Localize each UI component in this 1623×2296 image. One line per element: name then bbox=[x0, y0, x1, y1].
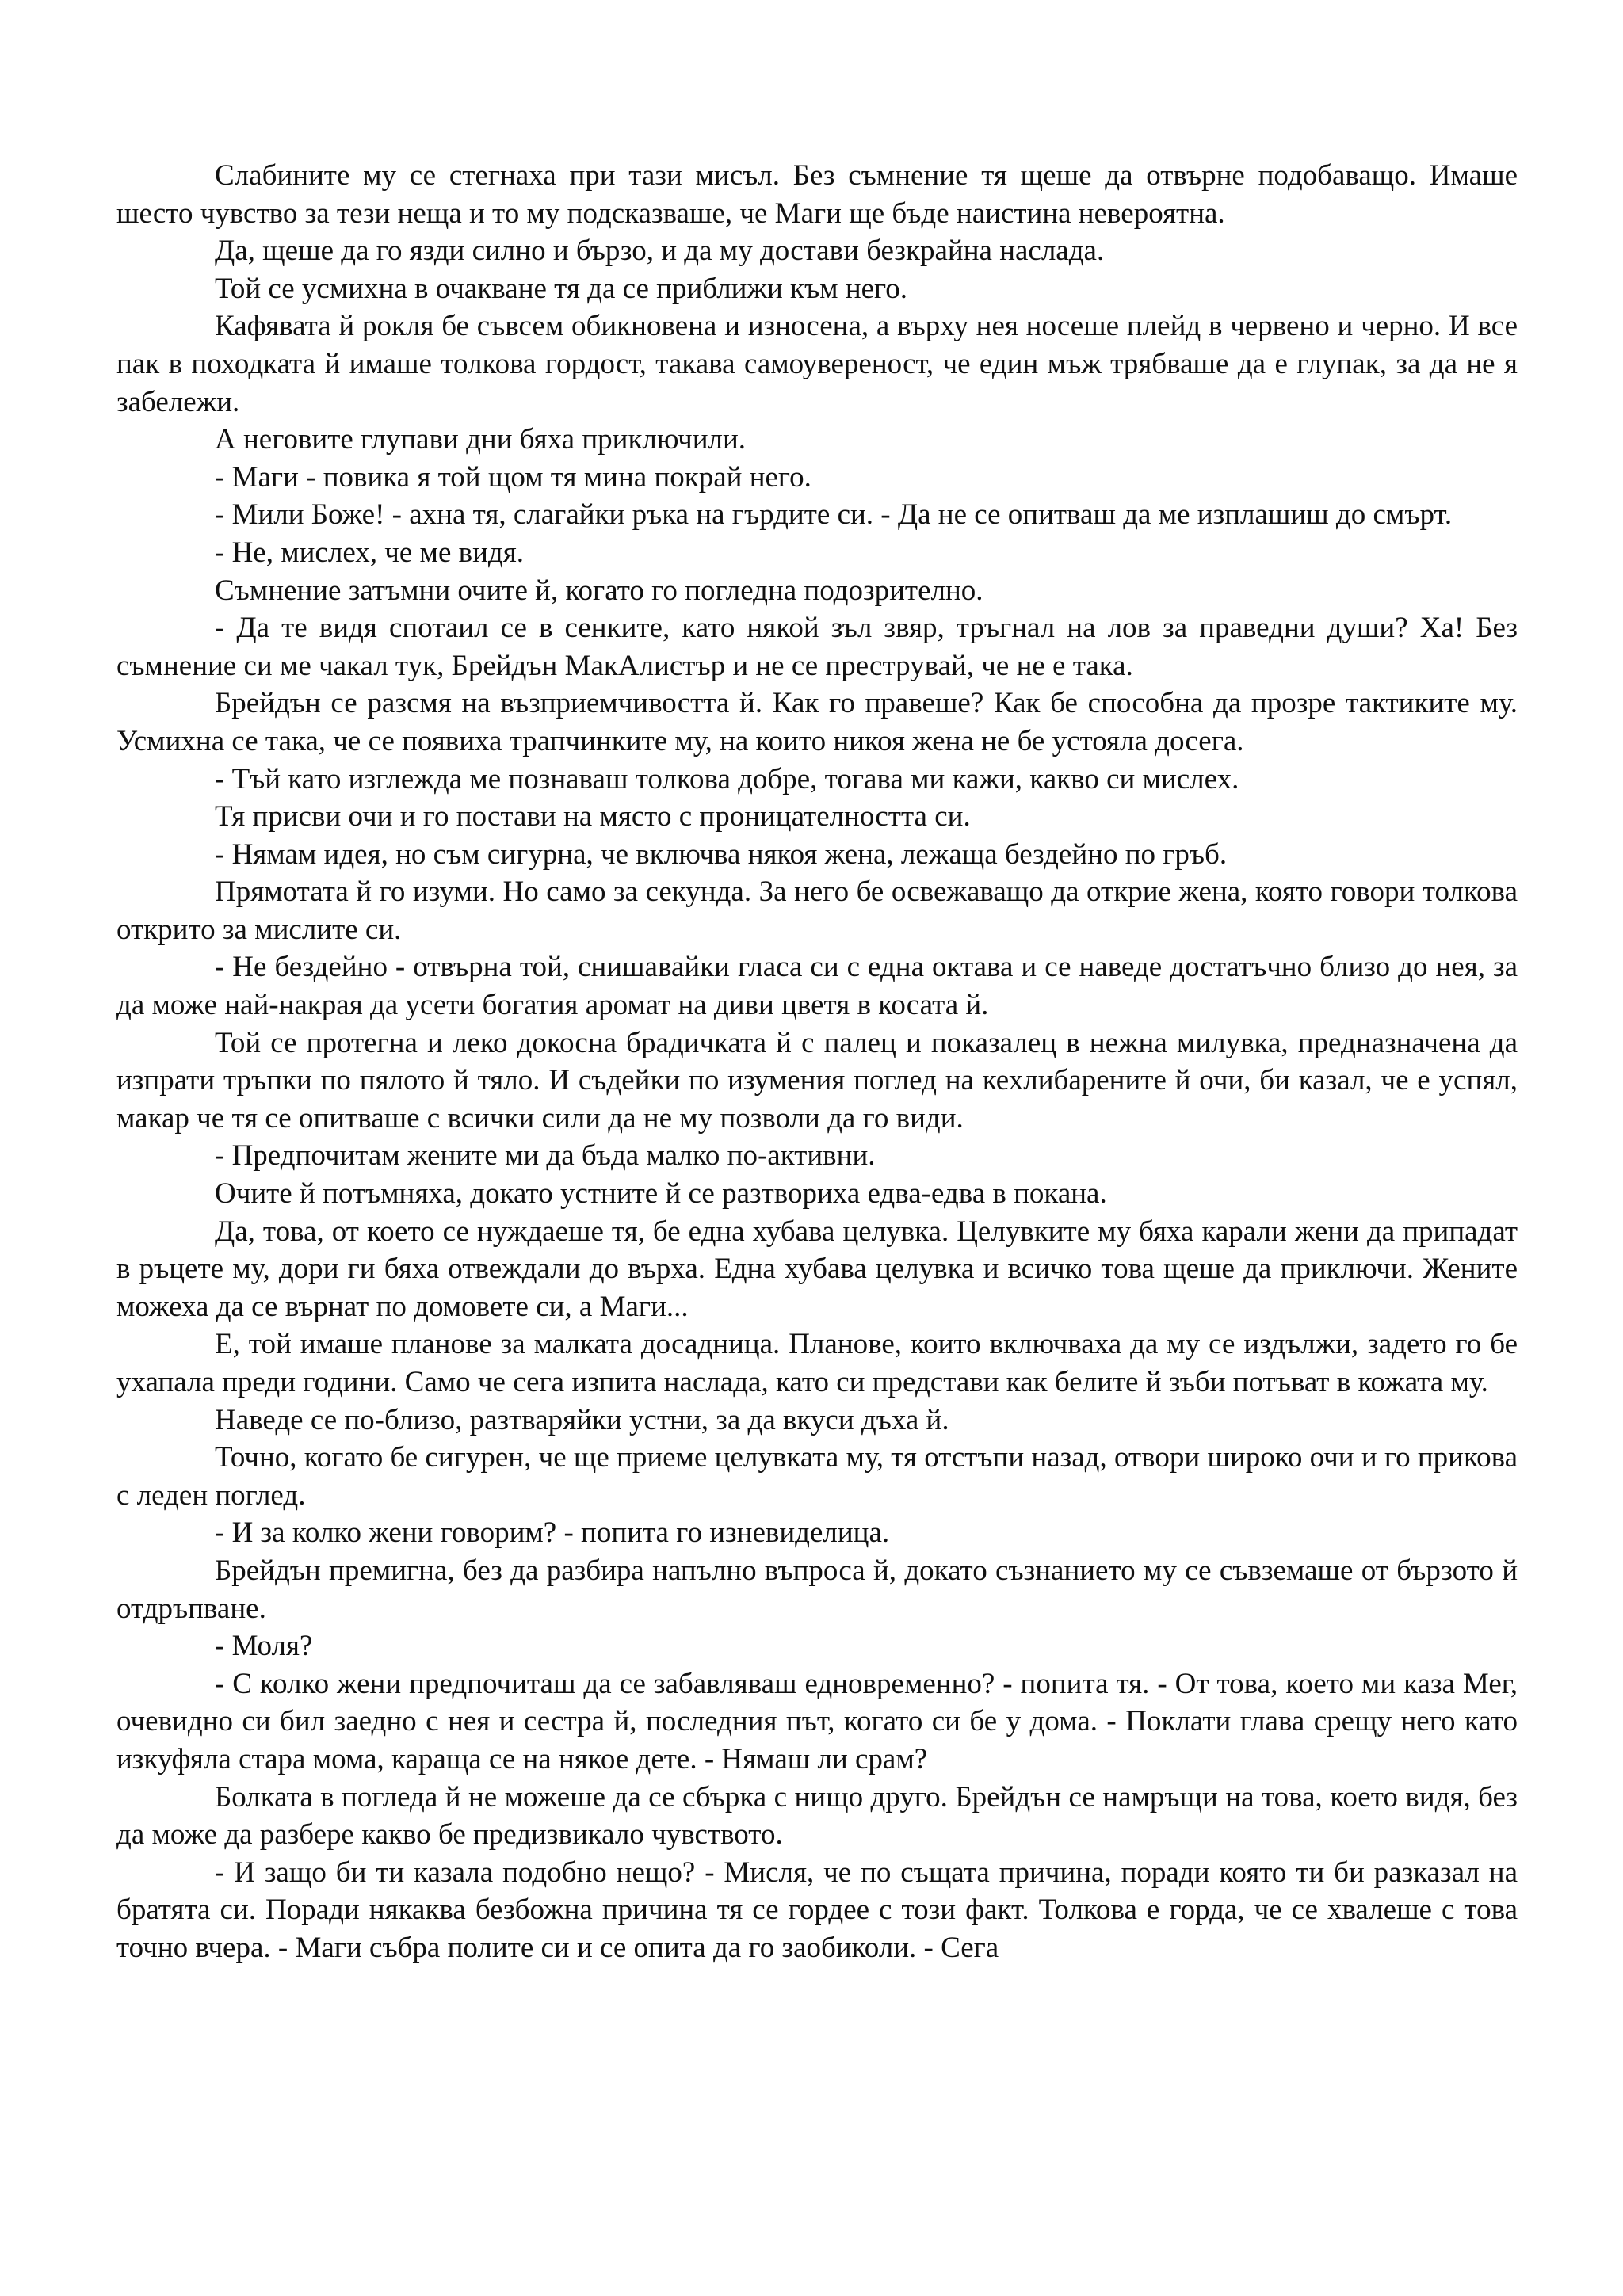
paragraph: Да, щеше да го язди силно и бързо, и да му достави безкрайна наслада. bbox=[215, 235, 1105, 268]
paragraph: Брейдън се разсмя на възприемчивостта й. Как го правеше? Как бе способна да прозре тактиките му. Усмихна се така, че се появиха трапчинките му, на които никоя жена не бе устояла досега. bbox=[116, 687, 1518, 757]
paragraph: - Не бездейно - отвърна той, снишавайки гласа си с една октава и се наведе достатъчно близо до нея, за да може най-накрая да усети богатия аромат на диви цветя в косата й. bbox=[116, 951, 1518, 1022]
paragraph: - И за колко жени говорим? - попита го изневиделица. bbox=[215, 1516, 890, 1550]
paragraph: - Моля? bbox=[215, 1630, 313, 1663]
paragraph: - С колко жени предпочиташ да се забавляваш едновременно? - попита тя. - От това, което ми каза Мег, очевидно си бил заедно с нея и сестра й, последния път, когато си бе у дома. - Поклати глава срещу него като изкуфяла стара мома, караща се на някое дете. - Нямаш ли срам? bbox=[116, 1667, 1518, 1775]
paragraph: Брейдън премигна, без да разбира напълно въпроса й, докато съзнанието му се съвземаше от бързото й отдръпване. bbox=[116, 1554, 1518, 1625]
paragraph: Кафявата й рокля бе съвсем обикновена и износена, а върху нея носеше плейд в червено и черно. И все пак в походката й имаше толкова гордост, такава самоувереност, че един мъж трябваше да е глупак, за да не я забележи. bbox=[116, 310, 1518, 418]
paragraph: - Нямам идея, но съм сигурна, че включва някоя жена, лежаща бездейно по гръб. bbox=[215, 837, 1228, 871]
paragraph: Тя присви очи и го постави на място с проницателността си. bbox=[215, 800, 971, 833]
paragraph: - И защо би ти казала подобно нещо? - Мисля, че по същата причина, поради която ти би разказал на братята си. Поради някаква безбожна причина тя се гордее с този факт. Толкова е горда, че се хвалеше с това точно вчера. - Маги събра полите си и се опита да го заобиколи. - Сега bbox=[116, 1855, 1518, 1964]
paragraph: Да, това, от което се нуждаеше тя, бе една хубава целувка. Целувките му бяха карали жени да припадат в ръцете му, дори ги бяха отвеждали до върха. Една хубава целувка и всичко това щеше да приключи. Жените можеха да се върнат по домовете си, а Маги... bbox=[116, 1215, 1518, 1323]
paragraph: А неговите глупави дни бяха приключили. bbox=[215, 423, 747, 456]
document-page bbox=[116, 157, 1518, 1967]
paragraph: - Мили Боже! - ахна тя, слагайки ръка на гърдите си. - Да не се опитваш да ме изплашиш до смърт. bbox=[215, 498, 1453, 532]
paragraph: Очите й потъмняха, докато устните й се разтвориха едва-едва в покана. bbox=[215, 1177, 1107, 1211]
paragraph: Съмнение затъмни очите й, когато го погледна подозрително. bbox=[215, 574, 983, 607]
paragraph: Болката в погледа й не можеше да се сбърка с нищо друго. Брейдън се намръщи на това, което видя, без да може да разбере какво бе предизвикало чувството. bbox=[116, 1780, 1518, 1852]
paragraph: Точно, когато бе сигурен, че ще приеме целувката му, тя отстъпи назад, отвори широко очи и го прикова с леден поглед. bbox=[116, 1441, 1518, 1512]
paragraph: Слабините му се стегнаха при тази мисъл. Без съмнение тя щеше да отвърне подобаващо. Имаше шесто чувство за тези неща и то му подсказваше, че Маги ще бъде наистина невероятна. bbox=[116, 159, 1518, 230]
paragraph: - Не, мислех, че ме видя. bbox=[215, 536, 524, 569]
paragraph: Наведе се по-близо, разтваряйки устни, за да вкуси дъха й. bbox=[215, 1403, 949, 1436]
paragraph: - Предпочитам жените ми да бъда малко по-активни. bbox=[215, 1139, 876, 1173]
paragraph: Той се протегна и леко докосна брадичката й с палец и показалец в нежна милувка, предназначена да изпрати тръпки по пялото й тяло. И съдейки по изумения поглед на кехлибарените й очи, би казал, че е успял, макар че тя се опитваше с всички сили да не му позволи да го види. bbox=[116, 1026, 1518, 1135]
paragraph: Прямотата й го изуми. Но само за секунда. За него бе освежаващо да открие жена, която говори толкова открито за мислите си. bbox=[116, 875, 1518, 946]
paragraph: - Да те видя спотаил се в сенките, като някой зъл звяр, тръгнал на лов за праведни души? Ха! Без съмнение си ме чакал тук, Брейдън МакАлистър и не се преструвай, че не е така. bbox=[116, 612, 1518, 682]
paragraph: - Тъй като изглежда ме познаваш толкова добре, тогава ми кажи, какво си мислех. bbox=[215, 762, 1239, 795]
paragraph: - Маги - повика я той щом тя мина покрай него. bbox=[215, 460, 812, 494]
paragraph: Той се усмихна в очакване тя да се приближи към него. bbox=[215, 272, 908, 305]
paragraph: Е, той имаше планове за малката досадница. Планове, които включваха да му се издължи, задето го бе ухапала преди години. Само че сега изпита наслада, като си представи как белите й зъби потъват в кожата му. bbox=[116, 1328, 1518, 1398]
